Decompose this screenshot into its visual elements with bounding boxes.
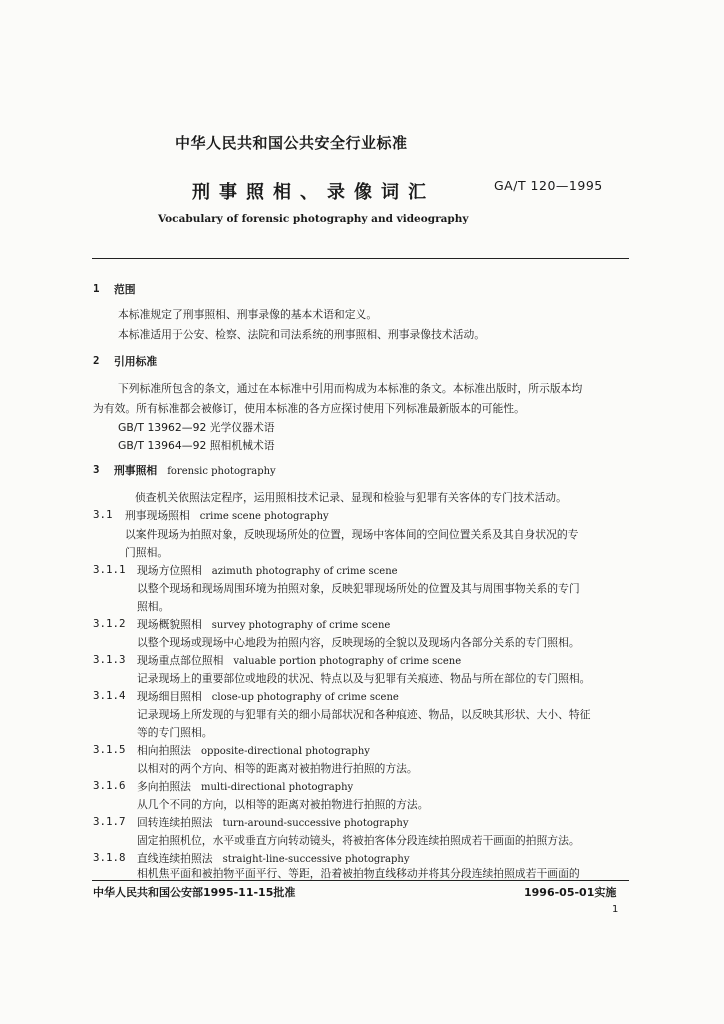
footer-divider <box>92 880 629 881</box>
term-3-1-8-title: 直线连续拍照法 <box>137 852 213 865</box>
term-3-1-title-english: crime scene photography <box>199 511 329 522</box>
term-3-1-title: 刑事现场照相 <box>125 509 190 522</box>
section-2-paragraph-line-2: 为有效。所有标准都会被修订，使用本标准的各方应探讨使用下列标准最新版本的可能性。 <box>93 402 525 415</box>
term-3-1-7-definition: 固定拍照机位，水平或垂直方向转动镜头，将被拍客体分段连续拍照成若干画面的拍照方法。 <box>137 834 580 847</box>
term-3-1-4-title: 现场细目照相 <box>137 690 202 703</box>
term-3-1-8-title-english: straight-line-successive photography <box>222 854 410 865</box>
term-3-1-3-heading <box>137 653 461 668</box>
standard-title-english: Vocabulary of forensic photography and videography <box>158 213 469 225</box>
term-3-1-8-number: 3.1.8 <box>93 851 126 864</box>
term-3-1-heading <box>125 508 329 523</box>
term-3-1-4-definition-line-2: 等的专门照相。 <box>137 726 213 739</box>
term-3-1-1-title-english: azimuth photography of crime scene <box>211 566 398 577</box>
term-3-1-5-heading <box>137 743 370 758</box>
section-1-paragraph-1: 本标准规定了刑事照相、刑事录像的基本术语和定义。 <box>118 308 378 321</box>
term-3-1-6-definition: 从几个不同的方向，以相等的距离对被拍物进行拍照的方法。 <box>137 798 429 811</box>
term-3-1-definition-line-1: 以案件现场为拍照对象，反映现场所处的位置，现场中客体间的空间位置关系及其自身状况的专 <box>125 528 579 541</box>
term-3-1-5-title: 相向拍照法 <box>137 744 191 757</box>
standard-title: 刑事照相、录像词汇 <box>192 182 435 203</box>
term-3-1-2-title-english: survey photography of crime scene <box>211 620 391 631</box>
term-3-1-6-heading <box>137 779 353 794</box>
term-3-1-4-title-english: close-up photography of crime scene <box>211 692 399 703</box>
term-3-1-6-number: 3.1.6 <box>93 779 126 792</box>
header-divider <box>92 258 629 259</box>
term-3-1-6-title: 多向拍照法 <box>137 780 191 793</box>
term-3-1-4-heading <box>137 689 399 704</box>
term-3-1-2-number: 3.1.2 <box>93 617 126 630</box>
section-3-title-english: forensic photography <box>167 466 276 477</box>
term-3-1-7-heading <box>137 815 409 830</box>
issuing-organization: 中华人民共和国公共安全行业标准 <box>175 134 408 152</box>
term-3-1-definition-line-2: 门照相。 <box>125 546 169 559</box>
section-2-title: 引用标准 <box>114 355 158 368</box>
section-3-heading <box>114 463 276 478</box>
term-3-1-2-title: 现场概貌照相 <box>137 618 202 631</box>
term-3-1-8-definition: 相机焦平面和被拍物平面平行、等距，沿着被拍物直线移动并将其分段连续拍照成若干画面的 <box>137 867 580 880</box>
standard-code: GA/T 120—1995 <box>494 178 603 193</box>
term-3-1-1-definition-line-1: 以整个现场和现场周围环境为拍照对象，反映犯罪现场所处的位置及其与周围事物关系的专门 <box>137 582 580 595</box>
term-3-1-7-title-english: turn-around-successive photography <box>222 818 409 829</box>
approval-statement: 中华人民共和国公安部1995-11-15批准 <box>93 886 296 899</box>
term-3-1-5-definition: 以相对的两个方向、相等的距离对被拍物进行拍照的方法。 <box>137 762 418 775</box>
section-1-title: 范围 <box>114 283 136 296</box>
term-3-1-1-title: 现场方位照相 <box>137 564 202 577</box>
term-3-1-3-title: 现场重点部位照相 <box>137 654 224 667</box>
reference-standard-1: GB/T 13962—92 光学仪器术语 <box>118 421 275 434</box>
term-3-1-7-number: 3.1.7 <box>93 815 126 828</box>
section-3-title: 刑事照相 <box>114 464 158 477</box>
section-1-paragraph-2: 本标准适用于公安、检察、法院和司法系统的刑事照相、刑事录像技术活动。 <box>118 328 486 341</box>
effective-date: 1996-05-01实施 <box>524 886 617 899</box>
term-3-1-1-number: 3.1.1 <box>93 563 126 576</box>
section-2-paragraph-line-1: 下列标准所包含的条文，通过在本标准中引用而构成为本标准的条文。本标准出版时，所示版本均 <box>118 382 583 395</box>
term-3-1-2-definition: 以整个现场或现场中心地段为拍照内容，反映现场的全貌以及现场内各部分关系的专门照相。 <box>137 636 580 649</box>
term-3-1-8-heading <box>137 851 409 866</box>
section-2-number: 2 <box>93 354 100 367</box>
section-3-definition: 侦查机关依照法定程序，运用照相技术记录、显现和检验与犯罪有关客体的专门技术活动。 <box>135 491 567 504</box>
section-3-number: 3 <box>93 463 100 476</box>
section-1-number: 1 <box>93 282 100 295</box>
term-3-1-6-title-english: multi-directional photography <box>200 782 354 793</box>
term-3-1-1-heading <box>137 563 398 578</box>
term-3-1-4-number: 3.1.4 <box>93 689 126 702</box>
term-3-1-3-definition: 记录现场上的重要部位或地段的状况、特点以及与犯罪有关痕迹、物品与所在部位的专门照相。 <box>137 672 591 685</box>
term-3-1-3-number: 3.1.3 <box>93 653 126 666</box>
term-3-1-number: 3.1 <box>93 508 113 521</box>
term-3-1-5-title-english: opposite-directional photography <box>200 746 370 757</box>
page-number: 1 <box>612 904 619 915</box>
reference-standard-2: GB/T 13964—92 照相机械术语 <box>118 439 275 452</box>
term-3-1-4-definition-line-1: 记录现场上所发现的与犯罪有关的细小局部状况和各种痕迹、物品，以反映其形状、大小、特征 <box>137 708 591 721</box>
term-3-1-5-number: 3.1.5 <box>93 743 126 756</box>
term-3-1-7-title: 回转连续拍照法 <box>137 816 213 829</box>
term-3-1-1-definition-line-2: 照相。 <box>137 600 170 613</box>
term-3-1-2-heading <box>137 617 390 632</box>
term-3-1-3-title-english: valuable portion photography of crime scene <box>233 656 462 667</box>
